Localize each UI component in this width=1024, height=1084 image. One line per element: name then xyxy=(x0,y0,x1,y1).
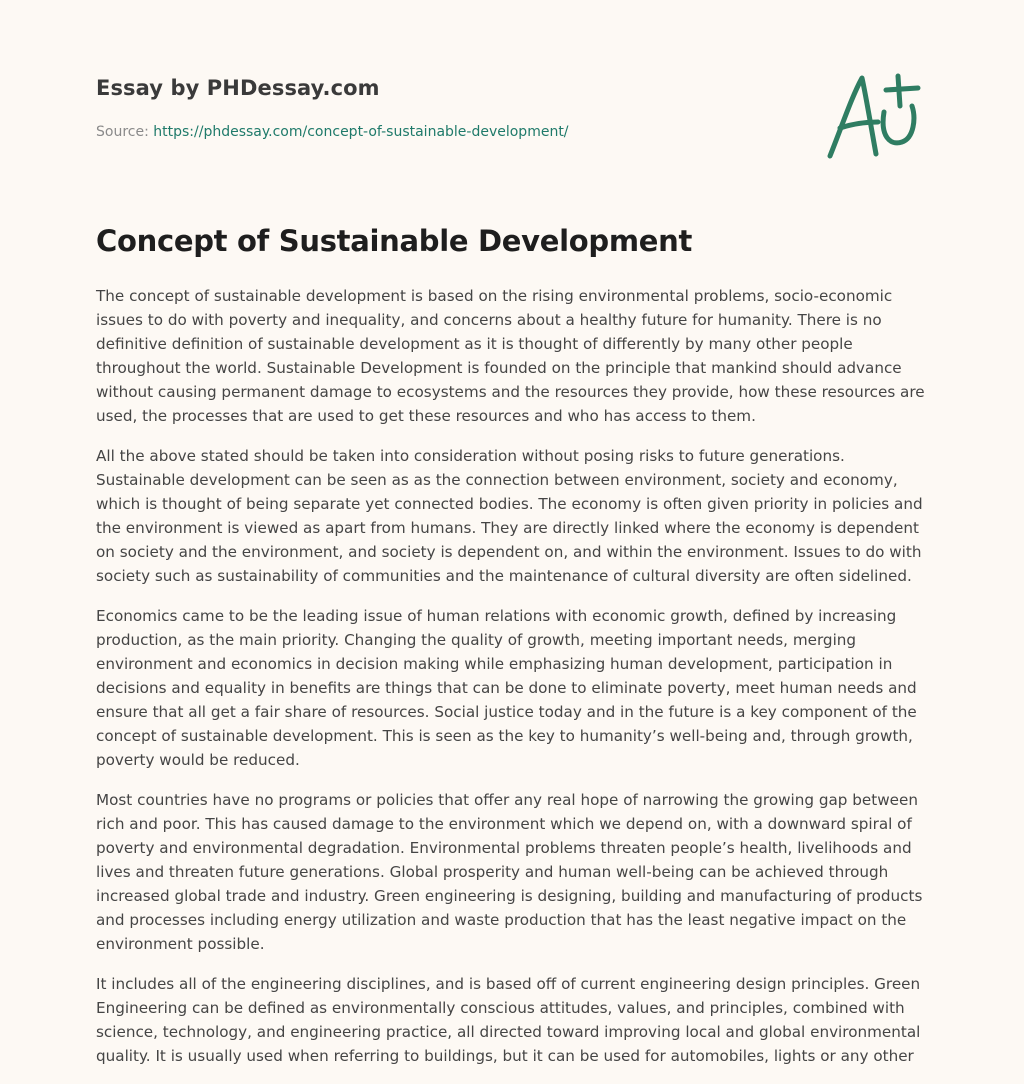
essay-paragraph: All the above stated should be taken into consideration without posing risks to future generations. Sustainable development can be seen as as the connection between environment, society and economy, which is thought of being separate yet connected bodies. The economy is often given priority in policies and the environment is viewed as apart from humans. They are directly linked where the economy is dependent on society and the environment, and society is dependent on, and within the environment. Issues to do with society such as sustainability of communities and the maintenance of cultural diversity are often sidelined. xyxy=(96,447,923,585)
site-brand: Essay by PHDessay.com xyxy=(96,76,380,100)
source-label: Source: xyxy=(96,124,149,140)
essay-paragraph: It includes all of the engineering disciplines, and is based off of current engineering design principles. Green Engineering can be defined as environmentally conscious attitudes, values, and principles, combined with science, technology, and engineering practice, all directed toward improving local and global environmental quality. It is usually used when referring to buildings, but it can be used for automobiles, lights or any other xyxy=(96,975,921,1065)
essay-body xyxy=(96,284,932,1084)
essay-paragraph: Most countries have no programs or policies that offer any real hope of narrowing the growing gap between rich and poor. This has caused damage to the environment which we depend on, with a downward spiral of poverty and environmental degradation. Environmental problems threaten people’s health, livelihoods and lives and threaten future generations. Global prosperity and human well-being can be achieved through increased global trade and industry. Green engineering is designing, building and manufacturing of products and processes including energy utilization and waste production that has the least negative impact on the environment possible. xyxy=(96,791,923,953)
essay-paragraph: The concept of sustainable development is based on the rising environmental problems, socio-economic issues to do with poverty and inequality, and concerns about a healthy future for humanity. There is no definitive definition of sustainable development as it is thought of differently by many other people throughout the world. Sustainable Development is founded on the principle that mankind should advance without causing permanent damage to ecosystems and the resources they provide, how these resources are used, the processes that are used to get these resources and who has access to them. xyxy=(96,287,925,425)
source-link[interactable]: https://phdessay.com/concept-of-sustainable-development/ xyxy=(153,124,569,140)
essay-paragraph: Economics came to be the leading issue of human relations with economic growth, defined by increasing production, as the main priority. Changing the quality of growth, meeting important needs, merging environment and economics in decision making while emphasizing human development, participation in decisions and equality in benefits are things that can be done to eliminate poverty, meet human needs and ensure that all get a fair share of resources. Social justice today and in the future is a key component of the concept of sustainable development. This is seen as the key to humanity’s well-being and, through growth, poverty would be reduced. xyxy=(96,607,917,769)
a-plus-grade-icon xyxy=(820,66,930,166)
essay-title: Concept of Sustainable Development xyxy=(96,224,693,258)
source-line xyxy=(96,124,569,140)
